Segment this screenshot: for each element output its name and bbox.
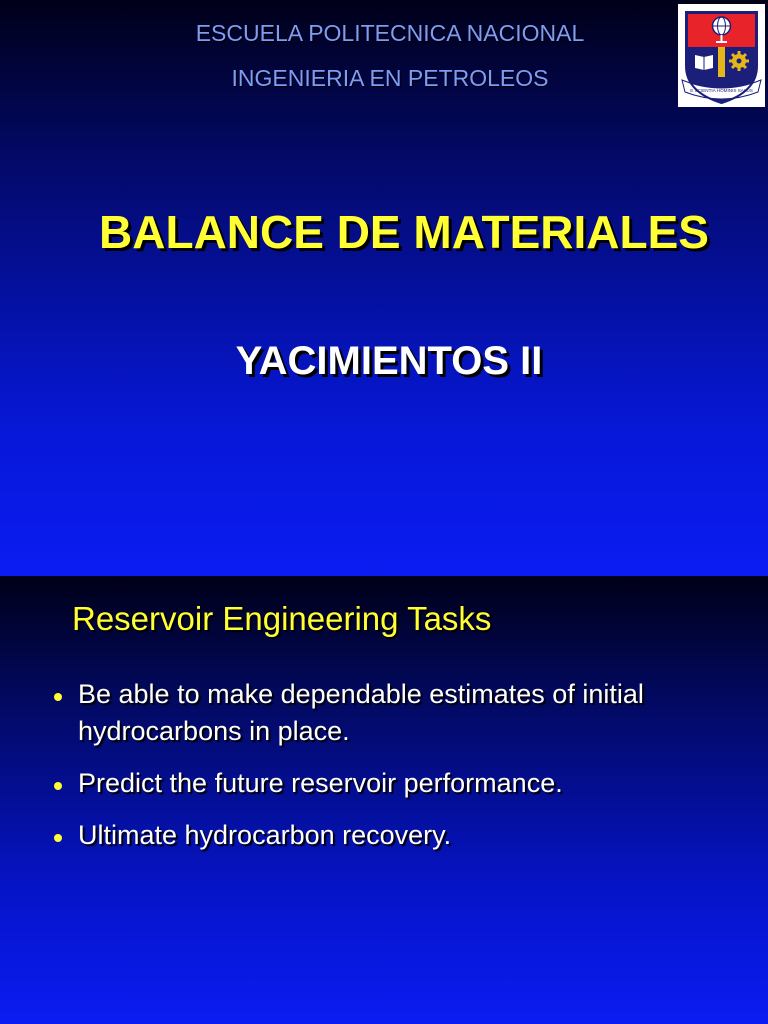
- institution-name: ESCUELA POLITECNICA NACIONAL: [195, 20, 585, 46]
- bullet-dot-icon: [54, 693, 62, 701]
- bullet-dot-icon: [54, 782, 62, 790]
- bullet-text: Ultimate hydrocarbon recovery.: [78, 820, 452, 850]
- bullet-dot-icon: [54, 834, 62, 842]
- bullet-text: Predict the future reservoir performance.: [78, 768, 563, 798]
- bullet-list: [52, 676, 732, 869]
- list-item: [52, 817, 732, 854]
- section-title: Reservoir Engineering Tasks: [72, 600, 492, 637]
- bullet-text: Be able to make dependable estimates of initial hydrocarbons in place.: [78, 679, 644, 746]
- list-item: [52, 676, 732, 750]
- slide-title: BALANCE DE MATERIALES: [99, 206, 709, 258]
- slide-subtitle: YACIMIENTOS II: [235, 339, 543, 383]
- university-crest-icon: [678, 4, 765, 107]
- department-name: INGENIERIA EN PETROLEOS: [231, 65, 549, 91]
- list-item: [52, 765, 732, 802]
- logo-motto: E SCIENTIA HOMINIS SALUS: [690, 88, 753, 93]
